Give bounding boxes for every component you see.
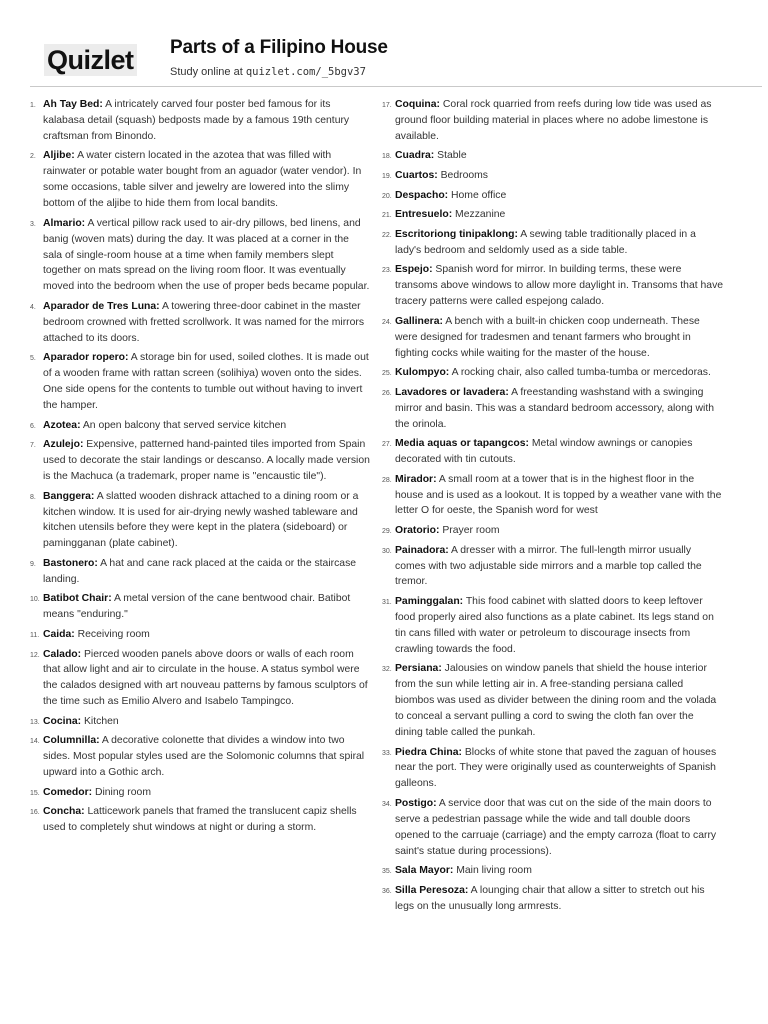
term-number: 2. [30, 153, 36, 161]
term-number: 3. [30, 220, 36, 228]
term-number: 30. [382, 547, 392, 555]
study-prefix: Study online at [170, 66, 246, 78]
term-name: Mirador: [395, 473, 437, 485]
term-name: Media aquas or tapangcos: [395, 438, 529, 450]
term-item [382, 745, 724, 793]
term-item [382, 883, 724, 915]
term-name: Gallinera: [395, 315, 443, 327]
term-name: Aparador de Tres Luna: [43, 300, 160, 312]
term-definition: Mezzanine [452, 209, 506, 221]
term-item [382, 97, 724, 145]
term-item [382, 314, 724, 362]
term-item [382, 863, 724, 879]
term-definition: An open balcony that served service kitchen [80, 419, 287, 431]
term-name: Banggera: [43, 490, 95, 502]
term-number: 22. [382, 231, 392, 239]
term-number: 25. [382, 370, 392, 378]
term-item [382, 436, 724, 468]
term-number: 23. [382, 267, 392, 275]
term-item [382, 207, 724, 223]
page-title: Parts of a Filipino House [170, 37, 388, 58]
term-item [382, 148, 724, 164]
term-name: Concha: [43, 806, 85, 818]
term-number: 11. [30, 631, 40, 639]
term-definition: A towering three-door cabinet in the master bedroom crowned with fretted scrollwork. It was named for the mirrors attached to its doors. [43, 300, 365, 344]
term-name: Almario: [43, 217, 86, 229]
term-item [30, 148, 370, 212]
term-name: Sala Mayor: [395, 865, 454, 877]
term-definition: A metal version of the cane bentwood chair. Batibot means "enduring." [43, 593, 351, 621]
term-definition: A slatted wooden dishrack attached to a dining room or a kitchen window. It is used for air-drying newly washed tableware and kitchen utensils before they were kept in the platera (sideboard) or pamingganan (plate cabinet). [43, 490, 359, 550]
term-definition: Pierced wooden panels above doors or walls of each room that allow light and air to circulate in the house. A status symbol were the calados designed with art nouveau patterns by famous sculptors of the time such as Emilio Alvero and Isabelo Tampingco. [43, 648, 368, 708]
term-definition: A small room at a tower that is in the highest floor in the house and is used as a lookout. It is topped by a weather vane with the letter O for oeste, the Spanish word for west [395, 473, 722, 517]
term-name: Batibot Chair: [43, 593, 112, 605]
term-number: 14. [30, 738, 40, 746]
term-item [382, 523, 724, 539]
term-item [382, 365, 724, 381]
term-item [382, 472, 724, 520]
term-definition: A sewing table traditionally placed in a lady's bedroom and seldomly used as a side table. [395, 228, 696, 256]
term-item [30, 714, 370, 730]
term-item [30, 647, 370, 711]
term-number: 13. [30, 718, 40, 726]
term-item [382, 188, 724, 204]
term-definition: Kitchen [81, 715, 119, 727]
term-definition: Spanish word for mirror. In building terms, these were transoms above windows to allow more daylight in. Transoms that have tracery patterns were called espejong calado. [395, 264, 724, 308]
term-number: 5. [30, 355, 36, 363]
term-definition: Expensive, patterned hand-painted tiles imported from Spain used to decorate the stair landings or descanso. A locally made version is the Machuca (a trademark, proper name is "encaustic tile"). [43, 439, 370, 483]
term-number: 7. [30, 442, 36, 450]
term-number: 17. [382, 102, 392, 109]
term-item [382, 594, 724, 658]
term-item [382, 385, 724, 433]
term-number: 28. [382, 476, 392, 484]
term-definition: A storage bin for used, soiled clothes. It is made out of a wooden frame with rattan screen (solihiya) woven onto the sides. One side opens for the contents to tumble out without having to invert the hamper. [43, 352, 369, 412]
term-definition: Dining room [92, 786, 151, 798]
term-number: 31. [382, 599, 392, 606]
term-name: Postigo: [395, 797, 437, 809]
term-definition: A bench with a built-in chicken coop underneath. These were designed for tradesmen and tenant farmers who brought in fighting cocks while waiting for the master of the house. [395, 315, 700, 359]
term-definition: Stable [434, 150, 467, 162]
term-name: Cuartos: [395, 170, 438, 181]
term-number: 12. [30, 651, 40, 659]
term-item [30, 299, 370, 347]
term-name: Piedra China: [395, 746, 462, 758]
term-item [382, 227, 724, 259]
term-name: Aljibe: [43, 150, 75, 162]
term-number: 34. [382, 800, 392, 808]
term-definition: A lounging chair that allow a sitter to stretch out his legs on the unusually long armrests. [395, 884, 705, 912]
term-number: 24. [382, 318, 392, 326]
term-name: Columnilla: [43, 735, 100, 747]
term-item [30, 785, 370, 801]
term-number: 29. [382, 528, 392, 535]
term-definition: A freestanding washstand with a swinging mirror and basin. This was a standard bedroom accessory, along with the orinola. [395, 386, 714, 430]
term-item [382, 796, 724, 860]
term-number: 21. [382, 212, 392, 220]
term-item [30, 418, 370, 434]
term-definition: A vertical pillow rack used to air-dry pillows, bed linens, and banig (woven mats) during the day. It was placed at a corner in the sala of single-room house at a time when family members slept together on mats spread on the living room floor. It was eventually moved into the bedroom when the use of proper beds became popular. [43, 217, 370, 293]
term-name: Cuadra: [395, 150, 435, 162]
term-definition: A decorative colonette that divides a window into two sides. Most popular styles used are the Solomonic columns that spiral upward into a Gothic arch. [43, 735, 365, 779]
term-item [30, 350, 370, 414]
term-item [382, 543, 724, 591]
term-name: Ah Tay Bed: [43, 99, 103, 110]
term-definition: Receiving room [74, 628, 150, 640]
term-item [30, 733, 370, 781]
term-definition: A water cistern located in the azotea that was filled with rainwater or potable water bought from an aguador (water vendor). In some occasions, table silver and jewelry are lowered into the slimy bottom of the aljibe to hide them from local bandits. [43, 150, 362, 210]
term-number: 36. [382, 887, 392, 895]
term-name: Caida: [43, 628, 75, 640]
term-number: 35. [382, 868, 392, 876]
study-online-line [170, 66, 366, 78]
term-number: 16. [30, 809, 40, 817]
study-url-link[interactable]: quizlet.com/_5bgv37 [245, 66, 366, 78]
term-number: 26. [382, 389, 392, 397]
term-name: Cocina: [43, 715, 82, 727]
term-definition: Home office [448, 189, 507, 201]
term-definition: Coral rock quarried from reefs during low tide was used as ground floor building material in places where no adobe limestone is available. [395, 99, 712, 142]
term-item [382, 262, 724, 310]
term-name: Espejo: [395, 264, 433, 276]
term-definition: A intricately carved four poster bed famous for its kalabasa detail (squash) bedposts made by a famous 19th century craftsman from Binondo. [43, 99, 350, 142]
term-name: Azotea: [43, 419, 81, 431]
term-definition: Main living room [453, 865, 532, 877]
term-number: 19. [382, 173, 392, 180]
term-name: Bastonero: [43, 557, 98, 569]
header-divider [30, 86, 762, 87]
term-definition: This food cabinet with slatted doors to keep leftover food properly aired also functions as a plate cabinet. Its legs stand on tin cans filled with water or petroleum to discourage insects from crawling towards the food. [395, 596, 714, 655]
term-item [30, 437, 370, 485]
term-definition: A hat and cane rack placed at the caida or the staircase landing. [43, 557, 357, 585]
term-definition: Latticework panels that framed the translucent capiz shells used to completely shut windows at night or during a storm. [43, 806, 357, 834]
term-item [382, 168, 724, 184]
term-number: 4. [30, 303, 36, 311]
term-item [30, 216, 370, 296]
term-item [30, 556, 370, 588]
term-number: 9. [30, 560, 36, 568]
term-item [30, 804, 370, 836]
term-item [30, 627, 370, 643]
term-name: Kulompyo: [395, 367, 450, 379]
term-name: Painadora: [395, 544, 449, 556]
term-number: 33. [382, 749, 392, 757]
term-name: Persiana: [395, 663, 442, 675]
term-definition: Jalousies on window panels that shield the house interior from the sun while letting air in. A free-standing persiana called biombos was used as divider between the dining room and the volada to conceal a servant pulling a cord to swing the cloth fan over the dining table called the punkah. [395, 663, 717, 738]
term-name: Oratorio: [395, 525, 440, 536]
term-number: 32. [382, 666, 392, 674]
term-item [382, 661, 724, 741]
term-number: 15. [30, 789, 40, 797]
term-name: Aparador ropero: [43, 352, 129, 364]
term-number: 20. [382, 192, 392, 200]
term-name: Comedor: [43, 786, 93, 798]
term-item [30, 591, 370, 623]
term-name: Despacho: [395, 189, 449, 201]
term-name: Silla Peresoza: [395, 884, 469, 896]
term-definition: A dresser with a mirror. The full-length mirror usually comes with two adjustable side mirrors and a marble top called the tremor. [395, 544, 702, 588]
term-name: Calado: [43, 648, 82, 660]
term-definition: Prayer room [439, 525, 500, 536]
term-definition: A rocking chair, also called tumba-tumba or mercedoras. [449, 367, 711, 379]
page-header [0, 0, 768, 90]
term-definition: Bedrooms [437, 170, 488, 181]
term-name: Azulejo: [43, 439, 84, 451]
term-name: Entresuelo: [395, 209, 453, 221]
quizlet-logo[interactable]: Quizlet [44, 44, 137, 76]
term-name: Coquina: [395, 99, 441, 110]
term-name: Paminggalan: [395, 596, 464, 607]
term-number: 18. [382, 153, 392, 161]
term-name: Lavadores or lavadera: [395, 386, 509, 398]
term-number: 8. [30, 493, 36, 501]
term-number: 27. [382, 441, 392, 449]
terms-column-right [382, 97, 724, 918]
term-number: 6. [30, 422, 36, 430]
term-definition: A service door that was cut on the side of the main doors to serve a pedestrian passage while the wide and tall double doors opened to the carruaje (carriage) and the empty carroza (float to carry saint's statue during processions). [395, 797, 717, 857]
term-item [30, 489, 370, 553]
term-item [30, 97, 370, 145]
terms-column-left [30, 97, 370, 840]
term-number: 10. [30, 596, 40, 604]
term-number: 1. [30, 102, 36, 109]
term-definition: Metal window awnings or canopies decorated with tin cutouts. [395, 438, 693, 465]
term-name: Escritoriong tinipaklong: [395, 228, 518, 240]
term-definition: Blocks of white stone that paved the zaguan of houses near the port. They were originally used as counterweights of Spanish galleons. [395, 746, 717, 790]
